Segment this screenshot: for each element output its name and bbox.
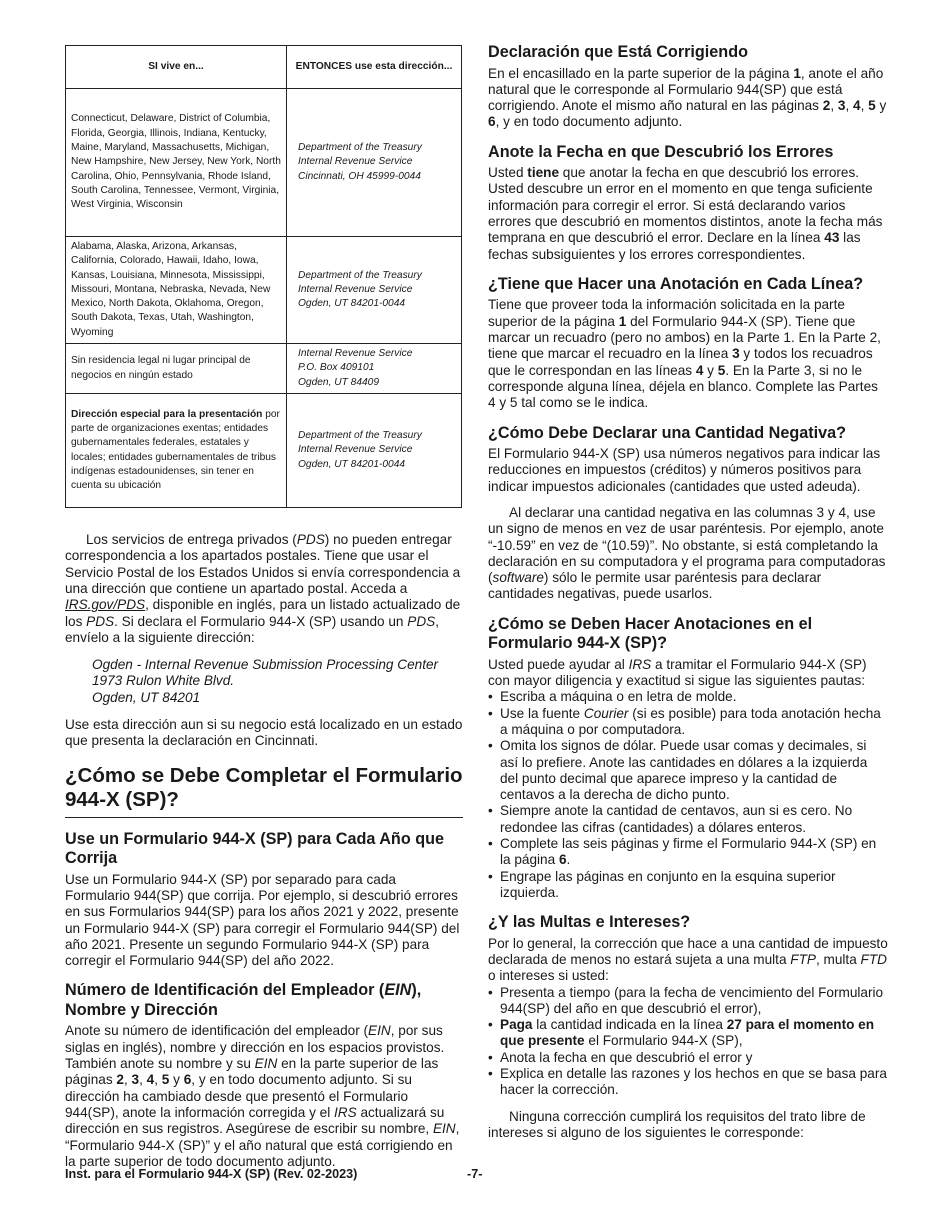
bullet-icon: • [488,705,493,721]
bullet-icon: • [488,1049,493,1065]
heading-ein: Número de Identificación del Empleador (EIN), Nombre y Dirección [65,981,422,1019]
table-cell-states: Connecticut, Delaware, District of Columbia, Florida, Georgia, Illinois, Indiana, Kentucky, Maine, Maryland, Massachusetts, Michigan, New Hampshire, New Jersey, New York, North Carolina, Ohio, Pennsylvania, Rhode Island, South Carolina, Tennessee, Vermont, Virginia, West Virginia, Wisconsin [66,89,287,237]
use-address-paragraph: Use esta dirección aun si su negocio está localizado en un estado que presenta la declaración en Cincinnati. [65,717,463,749]
bullet-item: • Complete las seis páginas y firme el Formulario 944-X (SP) en la página 6. [488,835,877,868]
bullet-item: • Use la fuente Courier (si es posible) para toda anotación hecha a máquina o por computadora. [488,705,881,737]
bullet-item: • Engrape las páginas en conjunto en la esquina superior izquierda. [488,868,836,900]
section-title: ¿Cómo se Debe Completar el Formulario 944-X (SP)? [65,764,463,818]
ein-paragraph: Anote su número de identificación del empleador (EIN, por sus siglas en inglés), nombre y dirección en los espacios provistos. También anote su nombre y su EIN en la parte superior de las páginas 2, 3, 4, 5 y 6, y en todo documento adjunto. Si su dirección ha cambiado desde que presentó el Formulario 944(SP), anote la información corregida y el IRS actualizará su dirección en sus registros. Asegúrese de escribir su nombre, EIN, “Formulario 944-X (SP)” y el año natural que está corrigiendo en la parte superior de todo documento adjunto. [65,1023,460,1169]
footer-form-title: Inst. para el Formulario 944-X (SP) (Rev. 02-2023) [65,1167,358,1181]
penalties-paragraph: Por lo general, la corrección que hace a una cantidad de impuesto declarada de menos no estará sujeta a una multa FTP, multa FTD o intereses si usted: [488,935,888,984]
table-header-address: ENTONCES use esta dirección... [287,46,462,89]
bullet-icon: • [488,1017,493,1033]
heading-date: Anote la Fecha en que Descubrió los Errores [488,142,834,161]
penalties-bullets [488,985,888,1099]
heading-one-form: Use un Formulario 944-X (SP) para Cada Año que Corrija [65,829,444,868]
irs-pds-link[interactable]: IRS.gov/PDS [65,597,146,613]
table-row [66,89,462,237]
table-cell-address: Department of the Treasury Internal Revenue Service Ogden, UT 84201-0044 [287,237,462,344]
bullet-icon: • [488,1066,493,1082]
address-table [65,45,462,508]
bullet-item: • Anota la fecha en que descubrió el error y [488,1049,753,1065]
table-cell-address: Department of the Treasury Internal Revenue Service Ogden, UT 84201-0044 [287,394,462,508]
table-cell-address: Department of the Treasury Internal Revenue Service Cincinnati, OH 45999-0044 [287,89,462,237]
entries-bullets [488,689,888,901]
table-row [66,394,462,508]
page-number: -7- [467,1167,483,1181]
date-paragraph: Usted tiene que anotar la fecha en que descubrió los errores. Usted descubre un error en el momento en que tenga suficiente información para corregir el error. Si está declarando varios errores que descubrió en momentos distintos, anote la fecha más temprana en que descubrió el error. Declare en la línea 43 las fechas subsiguientes y los errores correspondientes. [488,165,883,262]
table-row [66,344,462,394]
bullet-icon: • [488,835,493,851]
table-row [66,237,462,344]
none-paragraph: Ninguna corrección cumplirá los requisitos del trato libre de intereses si alguno de los siguientes le corresponde: [488,1108,866,1140]
year-paragraph: En el encasillado en la parte superior de la página 1, anote el año natural que le corresponde al Formulario 944(SP) que está corrigiendo. Anote el mismo año natural en las páginas 2, 3, 4, 5 y 6, y en todo documento adjunto. [488,65,887,130]
table-cell-states: Sin residencia legal ni lugar principal de negocios en ningún estado [66,344,287,394]
bullet-icon: • [488,689,493,705]
table-cell-address: Internal Revenue Service P.O. Box 409101 Ogden, UT 84409 [287,344,462,394]
every-line-paragraph: Tiene que proveer toda la información solicitada en la parte superior de la página 1 del Formulario 944-X (SP). Tiene que marcar un recuadro (pero no ambos) en la Parte 1. En la Parte 2, tiene que marcar el recuadro en la línea 3 y todos los recuadros que le correspondan en las líneas 4 y 5. En la Parte 3, si no le corresponde alguna línea, déjela en blanco. Complete las Partes 4 y 5 tal como se le indica. [488,297,881,411]
ogden-address: Ogden - Internal Revenue Submission Processing Center 1973 Rulon White Blvd. Ogden, UT 84201 [92,657,439,705]
one-form-paragraph: Use un Formulario 944-X (SP) por separado para cada Formulario 944(SP) que corrija. Por ejemplo, si descubrió errores en sus Formularios 944(SP) para los años 2021 y 2022, presente un Formulario 944-X (SP) para corregir el Formulario 944(SP) del año 2021. Presente un segundo Formulario 944-X (SP) para corregir el Formulario 944(SP) del año 2022. [65,871,460,969]
entries-paragraph: Usted puede ayudar al IRS a tramitar el Formulario 944-X (SP) con mayor diligencia y exactitud si sigue las siguientes pautas: [488,656,867,689]
heading-penalties: ¿Y las Multas e Intereses? [488,913,691,932]
bullet-item: • Siempre anote la cantidad de centavos, aun si es cero. No redondee las cifras (cantidades) a dólares enteros. [488,803,853,835]
table-header-row [66,46,462,89]
table-cell-states: Alabama, Alaska, Arizona, Arkansas, California, Colorado, Hawaii, Idaho, Iowa, Kansas, Louisiana, Minnesota, Mississippi, Missouri, Montana, Nebraska, Nevada, New Mexico, North Dakota, Oklahoma, Oregon, South Dakota, Texas, Utah, Washington, Wyoming [66,237,287,344]
heading-negative: ¿Cómo Debe Declarar una Cantidad Negativa? [488,423,847,442]
negative-paragraph-2: Al declarar una cantidad negativa en las columnas 3 y 4, use un signo de menos en vez de usar paréntesis. Por ejemplo, anote “-10.59” en vez de “(10.59)”. No obstante, si está completando la declaración en su computadora y el programa para computadoras (software) sólo le permite usar paréntesis para declarar cantidades negativas, puede usarlos. [488,504,886,602]
left-column [65,45,463,1170]
right-column [488,43,888,1141]
table-header-state: SI vive en... [66,46,287,89]
bullet-icon: • [488,738,493,754]
bullet-item: • Presenta a tiempo (para la fecha de vencimiento del Formulario 944(SP) del año en que descubrió el error), [488,984,884,1016]
negative-paragraph-1: El Formulario 944-X (SP) usa números negativos para indicar las reducciones en impuestos (créditos) y números positivos para indicar impuestos adicionales (cantidades que usted adeuda). [488,446,881,494]
bullet-item: • Omita los signos de dólar. Puede usar comas y decimales, si así lo prefiere. Anote las cantidades en dólares a la izquierda del punto decimal que aparece impreso y la cantidad de centavos a la derecha de dicho punto. [488,738,868,803]
bullet-icon: • [488,868,493,884]
bullet-icon: • [488,984,493,1000]
heading-year: Declaración que Está Corrigiendo [488,43,748,61]
heading-every-line: ¿Tiene que Hacer una Anotación en Cada Línea? [488,274,864,293]
pds-paragraph: Los servicios de entrega privados (PDS) no pueden entregar correspondencia a los apartados postales. Tiene que usar el Servicio Postal de los Estados Unidos si envía correspondencia a una dirección que contiene un apartado postal. Acceda a IRS.gov/PDS, disponible en inglés, para un listado actualizado de los PDS. Si declara el Formulario 944-X (SP) usando un PDS, envíelo a la siguiente dirección: [65,532,461,645]
table-cell-states: Dirección especial para la presentación por parte de organizaciones exentas; entidades gubernamentales federales, estatales y locales; entidades gubernamentales de tribus indígenas estadounidenses, sin tener en cuenta su ubicación [66,394,287,508]
heading-entries: ¿Cómo se Deben Hacer Anotaciones en el Formulario 944-X (SP)? [488,614,813,653]
bullet-item: • Explica en detalle las razones y los hechos en que se basa para hacer la corrección. [488,1066,887,1098]
bullet-item: • Escriba a máquina o en letra de molde. [488,689,737,705]
bullet-item: • Paga la cantidad indicada en la línea 27 para el momento en que presente el Formulario 944-X (SP), [488,1017,875,1049]
bullet-icon: • [488,803,493,819]
